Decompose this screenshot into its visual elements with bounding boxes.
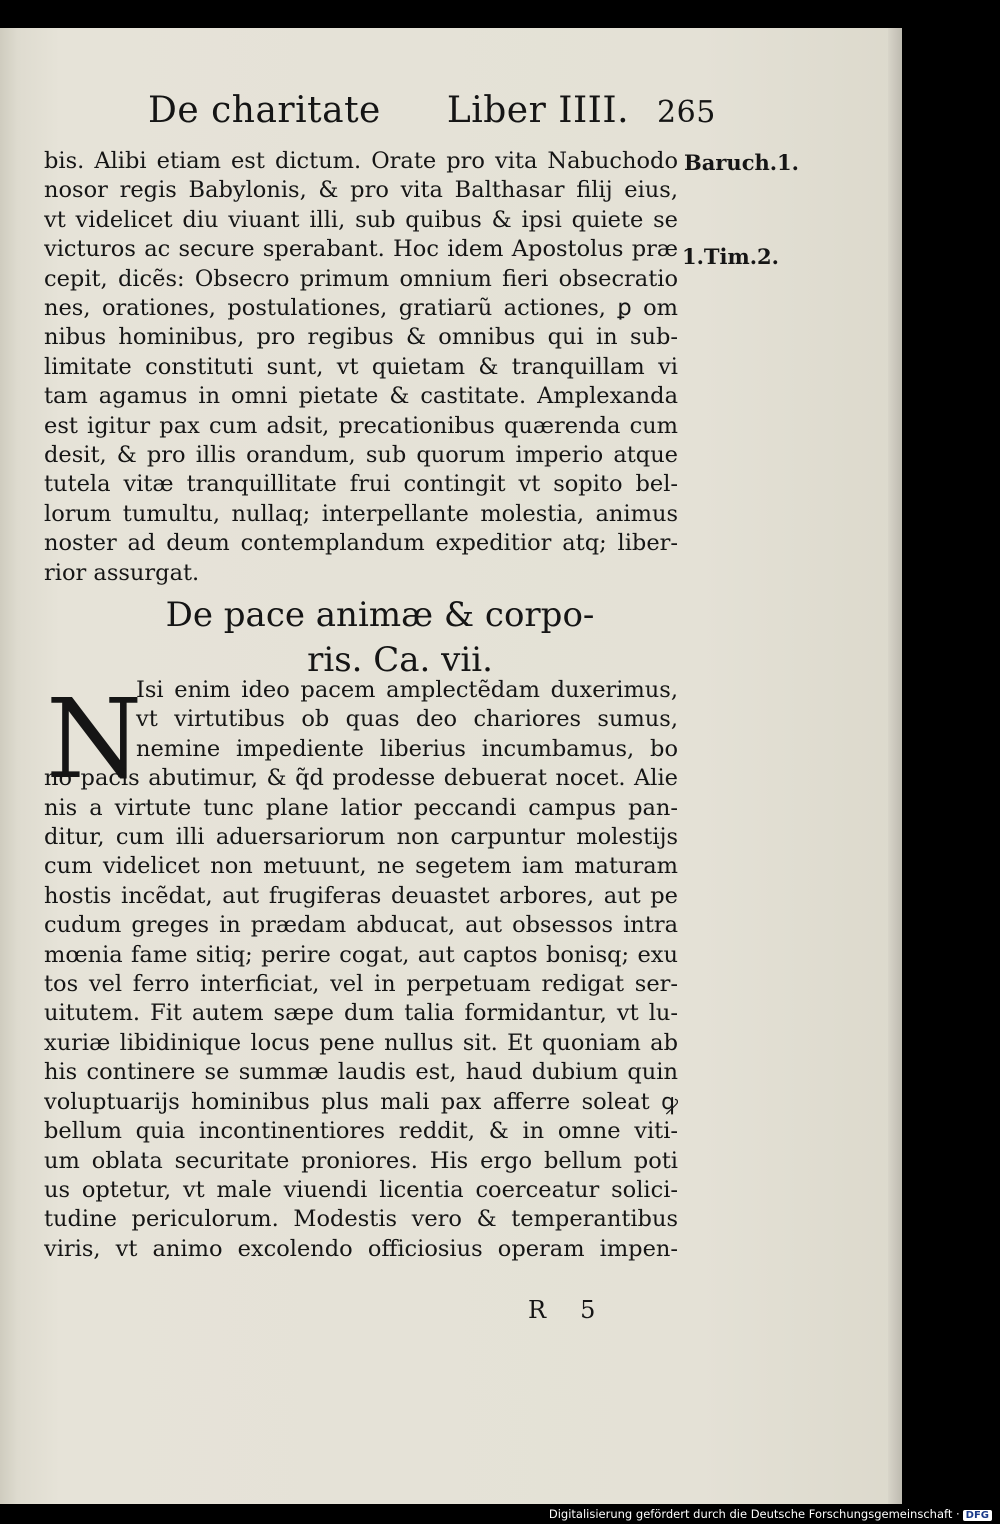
paragraph-1 — [44, 147, 678, 588]
text-line: tam agamus in omni pietate & castitate. Amplexanda — [44, 383, 678, 410]
text-line: noster ad deum contemplandum expeditior atq; liber- — [44, 530, 678, 557]
text-line: nosor regis Babylonis, & pro vita Balthasar filij eius, — [44, 177, 678, 204]
text-line: nemine impediente liberius incumbamus, bo — [136, 735, 678, 762]
text-line: bellum quia incontinentiores reddit, & in omne viti- — [44, 1118, 678, 1145]
text-line: um oblata securitate proniores. His ergo bellum poti — [44, 1147, 678, 1174]
text-line: tudine periculorum. Modestis vero & temperantibus — [44, 1206, 678, 1233]
margin-note-timothy: 1.Tim.2. — [682, 244, 779, 269]
text-line: cum videlicet non metuunt, ne segetem iam maturam — [44, 853, 678, 880]
text-line: mœnia fame sitiq; perire cogat, aut captos bonisq; exu — [44, 941, 678, 968]
book-page — [0, 28, 902, 1504]
text-line: vt virtutibus ob quas deo chariores sumus, — [136, 706, 678, 733]
text-line: nes, orationes, postulationes, gratiarũ actiones, ꝑ om — [44, 295, 678, 322]
text-line: tutela vitæ tranquillitate frui contingit vt sopito bel- — [44, 471, 678, 498]
text-line: xuriæ libidinique locus pene nullus sit. Et quoniam ab — [44, 1029, 678, 1056]
text-line: victuros ac secure sperabant. Hoc idem Apostolus præ — [44, 236, 678, 263]
drop-cap: N — [46, 675, 143, 803]
text-line: his continere se summæ laudis est, haud dubium quin — [44, 1059, 678, 1086]
margin-note-baruch: Baruch.1. — [684, 150, 799, 175]
text-line: bis. Alibi etiam est dictum. Orate pro vita Nabuchodo — [44, 148, 678, 174]
text-line: desit, & pro illis orandum, sub quorum imperio atque — [44, 442, 678, 469]
text-line: tos vel ferro interficiat, vel in perpetuam redigat ser- — [44, 971, 678, 998]
text-line: nibus hominibus, pro regibus & omnibus qui in sub- — [44, 324, 678, 351]
text-line: cudum greges in prædam abducat, aut obsessos intra — [44, 912, 678, 939]
text-line: ditur, cum illi aduersariorum non carpuntur molestijs — [44, 824, 678, 851]
text-line: rior assurgat. — [44, 559, 200, 586]
text-line: lorum tumultu, nullaq; interpellante molestia, animus — [44, 500, 678, 527]
running-header — [148, 90, 716, 131]
footer-credit — [549, 1507, 992, 1521]
text-line: no pacis abutimur, & q̃d prodesse debuerat nocet. Alie — [44, 765, 678, 792]
signature-number: 5 — [580, 1296, 596, 1324]
text-line: viris, vt animo excolendo officiosius operam impen- — [44, 1235, 678, 1262]
header-book: Liber IIII. — [446, 90, 630, 131]
chapter-heading-line-1: De pace animæ & corpo- — [165, 595, 595, 635]
text-line: hostis incẽdat, aut frugiferas deuastet arbores, aut pe — [44, 882, 678, 909]
signature-letter: R — [528, 1296, 547, 1324]
page-edge-shadow — [888, 28, 902, 1504]
text-line: nis a virtute tunc plane latior peccandi campus pan- — [44, 794, 678, 821]
text-line: vt videlicet diu viuant illi, sub quibus & ipsi quiete se — [44, 206, 678, 233]
paragraph-2 — [44, 676, 678, 1264]
chapter-heading-line-2: ris. Ca. vii. — [307, 640, 493, 680]
text-line: uitutem. Fit autem sæpe dum talia formidantur, vt lu- — [44, 1000, 678, 1027]
header-title: De charitate — [148, 90, 381, 131]
text-line: us optetur, vt male viuendi licentia coerceatur solici- — [44, 1176, 678, 1203]
text-line: cepit, dicẽs: Obsecro primum omnium fieri obsecratio — [44, 265, 678, 292]
footer-text: Digitalisierung gefördert durch die Deutsche Forschungsgemeinschaft · — [548, 1507, 960, 1521]
text-line: est igitur pax cum adsit, precationibus quærenda cum — [44, 412, 678, 439]
text-line: Isi enim ideo pacem amplectẽdam duxerimus, — [136, 677, 678, 703]
text-line: voluptuarijs hominibus plus mali pax afferre soleat ꝙ — [44, 1088, 678, 1115]
dfg-logo: DFG — [963, 1510, 992, 1521]
text-line: limitate constituti sunt, vt quietam & tranquillam vi — [44, 353, 678, 380]
signature-mark — [528, 1296, 595, 1324]
page-number: 265 — [657, 95, 716, 130]
